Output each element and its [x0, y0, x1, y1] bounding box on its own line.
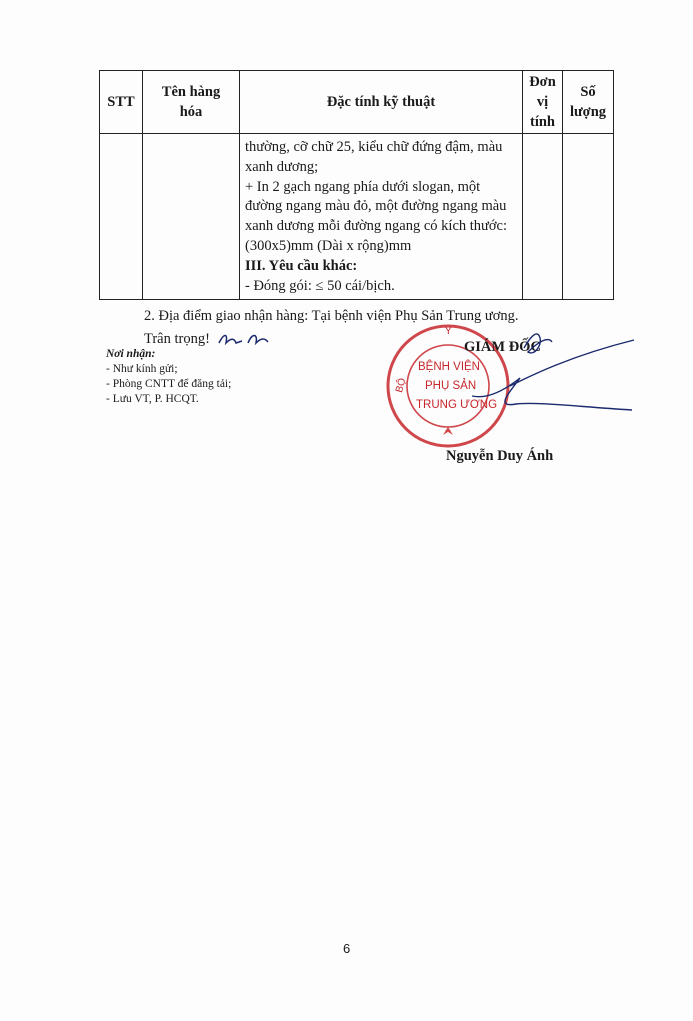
recipient-item: - Như kính gửi; — [106, 363, 178, 375]
specification-table — [99, 70, 614, 300]
recipients-title: Nơi nhận: — [106, 348, 156, 360]
page-number: 6 — [343, 941, 351, 956]
specification-line: III. Yêu cầu khác: — [245, 257, 358, 274]
table-header-row — [100, 71, 614, 134]
specification-line: đường ngang màu đỏ, một đường ngang màu — [245, 198, 507, 215]
header-item-name-line: Tên hàng — [161, 84, 221, 100]
header-item-name — [143, 71, 240, 134]
cell-unit — [523, 134, 563, 300]
stamp-line-1: BỆNH VIỆN — [418, 361, 480, 373]
signer-name: Nguyễn Duy Ánh — [446, 448, 554, 464]
cell-stt — [100, 134, 143, 300]
specification-line: xanh dương mỗi đường ngang có kích thước: — [245, 218, 508, 235]
header-unit — [523, 71, 563, 134]
specification-line: + In 2 gạch ngang phía dưới slogan, một — [245, 178, 481, 195]
delivery-location: 2. Địa điểm giao nhận hàng: Tại bệnh viện Phụ Sản Trung ương. — [144, 308, 519, 324]
cell-specification — [240, 134, 523, 300]
cell-item-name — [143, 134, 240, 300]
specification-line: thường, cỡ chữ 25, kiểu chữ đứng đậm, màu — [245, 139, 503, 155]
recipient-item: - Lưu VT, P. HCQT. — [106, 393, 199, 405]
header-stt: STT — [100, 71, 143, 134]
header-unit-line: tính — [530, 114, 555, 130]
specification-line: (300x5)mm (Dài x rộng)mm — [245, 237, 412, 254]
initials-signature — [216, 329, 274, 351]
signer-title: GIÁM ĐỐC — [464, 339, 541, 355]
header-item-name-line: hóa — [179, 104, 203, 120]
table-row — [100, 134, 614, 300]
header-quantity — [563, 71, 614, 134]
header-quantity-line: Số — [580, 84, 596, 100]
regards-text: Trân trọng! — [144, 331, 210, 347]
specification-line: xanh dương; — [245, 158, 319, 175]
header-specification: Đặc tính kỹ thuật — [240, 71, 523, 134]
specification-line: - Đóng gói: ≤ 50 cái/bịch. — [245, 277, 395, 294]
cell-quantity — [563, 134, 614, 300]
stamp-left-text: BỘ — [394, 377, 409, 394]
recipient-item: - Phòng CNTT để đăng tải; — [106, 378, 232, 390]
header-unit-line: Đơn — [529, 74, 556, 90]
stamp-line-3: TRUNG ƯƠNG — [416, 399, 498, 411]
header-unit-line: vị — [536, 94, 549, 110]
stamp-top-text: Y — [445, 326, 452, 337]
director-signature — [450, 326, 636, 416]
header-quantity-line: lượng — [569, 104, 607, 120]
specification-text — [240, 134, 522, 296]
stamp-line-2: PHỤ SẢN — [425, 380, 477, 392]
